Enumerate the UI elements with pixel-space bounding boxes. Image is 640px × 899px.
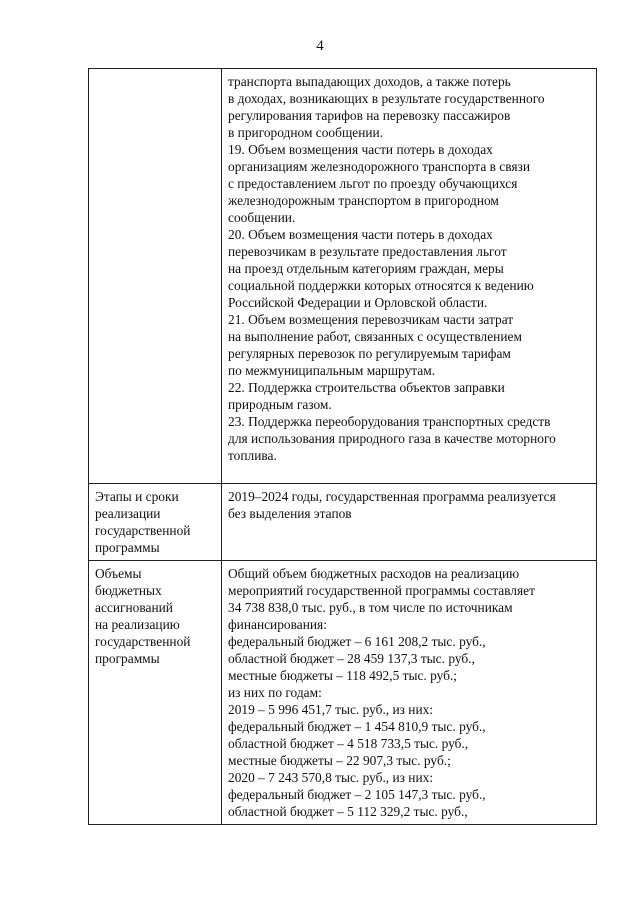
label-line: Объемы [95, 566, 142, 581]
content-line: 21. Объем возмещения перевозчикам части затрат [228, 312, 514, 327]
content-line: 19. Объем возмещения части потерь в доходах [228, 142, 493, 157]
content-line: перевозчикам в результате предоставления льгот [228, 244, 507, 259]
content-line: федеральный бюджет – 2 105 147,3 тыс. руб., [228, 787, 486, 802]
content-line: топлива. [228, 448, 277, 463]
content-line: для использования природного газа в качестве моторного [228, 431, 556, 446]
content-line: в доходах, возникающих в результате государственного [228, 91, 545, 106]
content-line: федеральный бюджет – 1 454 810,9 тыс. руб., [228, 719, 486, 734]
table-row [89, 561, 597, 825]
content-line: Общий объем бюджетных расходов на реализацию [228, 566, 520, 581]
content-line: местные бюджеты – 22 907,3 тыс. руб.; [228, 753, 451, 768]
content-line: по межмуниципальным маршрутам. [228, 363, 436, 378]
label-line: на реализацию [95, 617, 180, 632]
label-line: программы [95, 651, 160, 666]
row-label-cell [89, 484, 222, 561]
row-content-cell [222, 484, 597, 561]
content-line: природным газом. [228, 397, 332, 412]
label-line: программы [95, 540, 160, 555]
content-line: областной бюджет – 5 112 329,2 тыс. руб., [228, 804, 468, 819]
content-line: 2020 – 7 243 570,8 тыс. руб., из них: [228, 770, 434, 785]
content-line: финансирования: [228, 617, 327, 632]
content-line: 23. Поддержка переоборудования транспортных средств [228, 414, 551, 429]
content-line: 2019 – 5 996 451,7 тыс. руб., из них: [228, 702, 434, 717]
content-line: 34 738 838,0 тыс. руб., в том числе по источникам [228, 600, 513, 615]
program-passport-table [88, 68, 597, 825]
content-line: организациям железнодорожного транспорта в связи [228, 159, 530, 174]
label-line: бюджетных [95, 583, 162, 598]
content-line: без выделения этапов [228, 506, 352, 521]
content-line: мероприятий государственной программы составляет [228, 583, 535, 598]
content-line: с предоставлением льгот по проезду обучающихся [228, 176, 518, 191]
row-content-cell [222, 69, 597, 484]
content-line: местные бюджеты – 118 492,5 тыс. руб.; [228, 668, 458, 683]
content-line: 22. Поддержка строительства объектов заправки [228, 380, 505, 395]
table-row [89, 69, 597, 484]
content-line: железнодорожным транспортом в пригородном [228, 193, 499, 208]
content-line: сообщении. [228, 210, 296, 225]
content-line: областной бюджет – 4 518 733,5 тыс. руб., [228, 736, 469, 751]
content-line: 2019–2024 годы, государственная программа реализуется [228, 489, 556, 504]
content-line: Российской Федерации и Орловской области. [228, 295, 488, 310]
content-line: областной бюджет – 28 459 137,3 тыс. руб., [228, 651, 475, 666]
content-line: регулирования тарифов на перевозку пассажиров [228, 108, 511, 123]
content-line: 20. Объем возмещения части потерь в доходах [228, 227, 493, 242]
content-line: транспорта выпадающих доходов, а также потерь [228, 74, 511, 89]
content-line: в пригородном сообщении. [228, 125, 384, 140]
row-label-cell [89, 69, 222, 484]
label-line: реализации [95, 506, 161, 521]
table-row [89, 484, 597, 561]
content-line: на выполнение работ, связанных с осуществлением [228, 329, 522, 344]
content-line: федеральный бюджет – 6 161 208,2 тыс. руб., [228, 634, 486, 649]
content-line: из них по годам: [228, 685, 322, 700]
label-line: ассигнований [95, 600, 173, 615]
row-label-cell [89, 561, 222, 825]
page-number: 4 [316, 38, 324, 54]
label-line: государственной [95, 523, 191, 538]
label-line: государственной [95, 634, 191, 649]
row-content-cell [222, 561, 597, 825]
content-line: социальной поддержки которых относятся к ведению [228, 278, 534, 293]
content-line: регулярных перевозок по регулируемым тарифам [228, 346, 511, 361]
passport-table-body [89, 69, 597, 825]
label-line: Этапы и сроки [95, 489, 179, 504]
content-line: на проезд отдельным категориям граждан, меры [228, 261, 504, 276]
